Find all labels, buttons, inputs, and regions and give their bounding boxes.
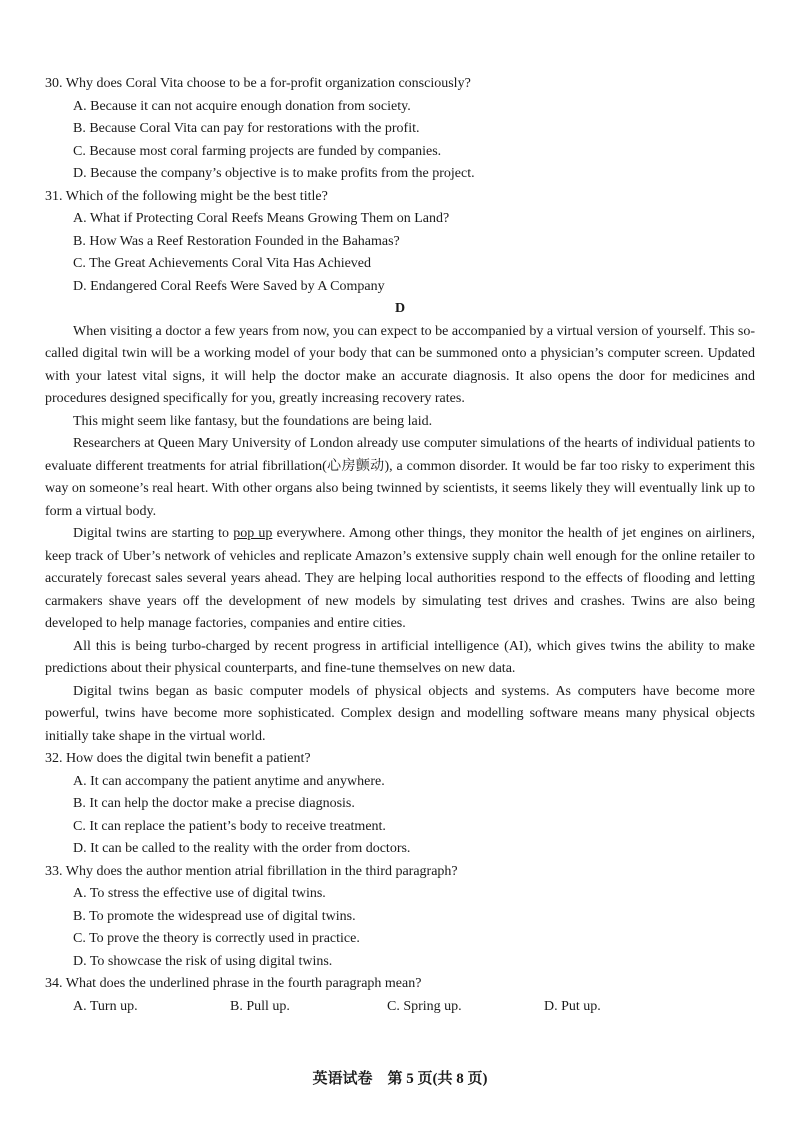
option-b: B. It can help the doctor make a precise diagnosis.: [73, 796, 355, 811]
paragraph-5: All this is being turbo-charged by recent progress in artificial intelligence (AI), which gives twins the ability to make predictions about their physical counterparts, and fine-tune themselves on new data.: [45, 638, 755, 676]
question-stem: 31. Which of the following might be the best title?: [45, 188, 328, 204]
page-footer: 英语试卷 第 5 页(共 8 页): [312, 1071, 488, 1087]
option-c: C. To prove the theory is correctly used in practice.: [73, 931, 360, 946]
exam-page: [45, 73, 755, 1018]
option-c: C. It can replace the patient’s body to receive treatment.: [73, 818, 386, 834]
question-stem: 32. How does the digital twin benefit a patient?: [45, 751, 311, 766]
question-34: [45, 973, 755, 1018]
question-30: [45, 73, 755, 186]
option-d: D. Put up.: [544, 998, 601, 1014]
option-b: B. Because Coral Vita can pay for restorations with the profit.: [73, 121, 420, 136]
option-a: A. Because it can not acquire enough donation from society.: [73, 98, 411, 114]
option-b: B. How Was a Reef Restoration Founded in the Bahamas?: [73, 233, 400, 249]
question-stem: 33. Why does the author mention atrial fibrillation in the third paragraph?: [45, 863, 458, 879]
option-d: D. Because the company’s objective is to make profits from the project.: [73, 166, 475, 181]
option-a: A. What if Protecting Coral Reefs Means Growing Them on Land?: [73, 211, 450, 226]
option-d: D. Endangered Coral Reefs Were Saved by A Company: [73, 278, 385, 294]
option-a: A. It can accompany the patient anytime and anywhere.: [73, 773, 385, 789]
option-a: A. To stress the effective use of digital twins.: [73, 886, 326, 901]
paragraph-1: When visiting a doctor a few years from now, you can expect to be accompanied by a virtual version of yourself. This so-called digital twin will be a working model of your body that can be summoned onto a physician’s computer screen. Updated with your latest vital signs, it will help the doctor make an accurate diagnosis. It also opens the door for medicines and procedures designed specifically for you, greatly increasing recovery rates.: [45, 323, 755, 406]
underlined-phrase: pop up: [233, 526, 273, 541]
paragraph-2: This might seem like fantasy, but the foundations are being laid.: [73, 413, 433, 429]
option-c: C. Because most coral farming projects are funded by companies.: [73, 143, 442, 159]
option-b: B. To promote the widespread use of digital twins.: [73, 908, 356, 924]
option-a: A. Turn up.: [73, 998, 138, 1014]
question-31: [45, 186, 755, 299]
option-c: C. Spring up.: [387, 998, 462, 1014]
options-row: [73, 996, 755, 1019]
question-stem: 30. Why does Coral Vita choose to be a for-profit organization consciously?: [45, 76, 471, 91]
section-heading: D: [394, 301, 406, 316]
passage-d: [45, 298, 755, 748]
option-b: B. Pull up.: [230, 998, 290, 1014]
paragraph-4-rest: everywhere. Among other things, they monitor the health of jet engines on airliners, keep track of Uber’s network of vehicles and replicate Amazon’s extensive supply chain well enough for the online retailer to accurately forecast sales several years ahead. They are helping local authorities respond to the effects of flooding and letting carmakers shave years off the development of new models by simulating test drives and crashes. Twins are also being developed to help manage factories, companies and entire cities.: [45, 526, 756, 631]
question-32: [45, 748, 755, 861]
paragraph-4: [45, 523, 755, 636]
paragraph-4-start: Digital twins are starting to: [73, 526, 234, 541]
option-d: D. It can be called to the reality with the order from doctors.: [73, 841, 411, 856]
option-c: C. The Great Achievements Coral Vita Has Achieved: [73, 256, 372, 271]
paragraph-3: Researchers at Queen Mary University of London already use computer simulations of the hearts of individual patients to evaluate different treatments for atrial fibrillation(心房颤动), a common disorder. It would be far too risky to experiment this way on someone’s real heart. With other organs also being twinned by scientists, it seems likely they will eventually link up to form a virtual body.: [45, 436, 755, 519]
paragraph-6: Digital twins began as basic computer models of physical objects and systems. As computers have become more powerful, twins have become more sophisticated. Complex design and modelling software means many physical objects initially take shape in the virtual world.: [45, 683, 755, 744]
question-stem: 34. What does the underlined phrase in the fourth paragraph mean?: [45, 976, 422, 991]
question-33: [45, 861, 755, 974]
option-d: D. To showcase the risk of using digital twins.: [73, 953, 333, 969]
